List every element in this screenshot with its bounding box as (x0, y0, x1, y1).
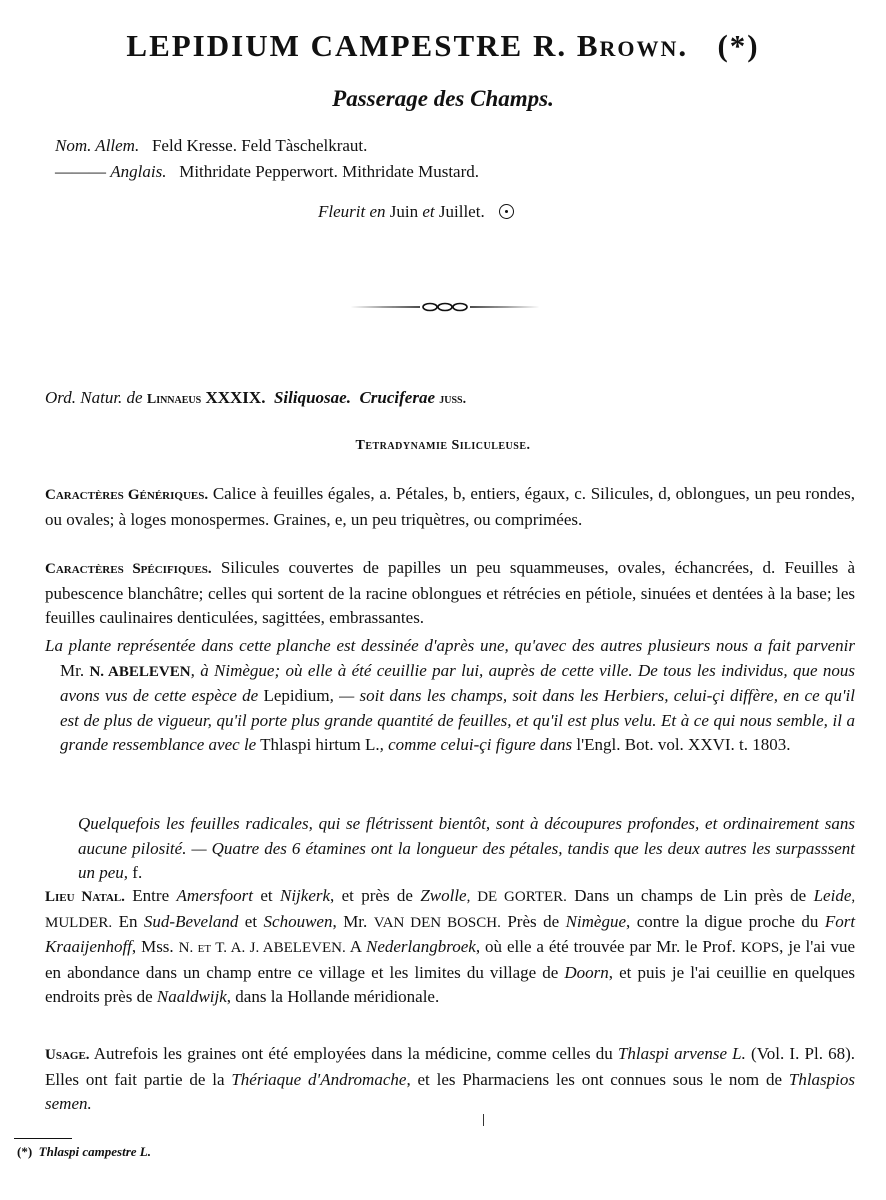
ornamental-divider (350, 300, 540, 319)
english-names: Mithridate Pepperwort. Mithridate Mustard. (179, 162, 480, 181)
habitat-mss: , Mss. (131, 937, 174, 956)
place-nimegue: Nimègue (565, 911, 627, 931)
habitat-paragraph (45, 884, 855, 1010)
collector-van-den-bosch: VAN DEN BOSCH. (373, 914, 501, 931)
plate-note-reference: l'Engl. Bot. vol. XXVI. t. 1803. (576, 735, 791, 754)
footnote-text: Thlaspi campestre L. (38, 1144, 151, 1159)
habitat-text-6: , je l'ai vue en abondance dans un champ entre ce village et les limites du village de (45, 937, 856, 982)
usage-text-3: , et les Pharmaciens les ont connues sous le nom de (406, 1069, 783, 1089)
place-fort-kraaijenhoff: Fort Kraaijenhoff (45, 911, 856, 956)
usage-theriac: Thériaque d'Andromache (231, 1069, 407, 1089)
radical-leaves-text: Quelquefois les feuilles radicales, qui se flétrissent bientôt, sont à découpures profondes, et ordinairement sans aucune pilosité. — Quatre des 6 étamines ont la longueur des pétales, tandis que les deux autres les surpasssent un peu, (78, 814, 855, 882)
flowering-month-2: Juillet. (438, 202, 485, 221)
usage-species: Thlaspi arvense L. (617, 1044, 746, 1063)
generic-characters-text: Calice à feuilles égales, a. Pétales, b, entiers, égaux, c. Silicules, d, oblongues, un peu rondes, ou ovales; à loges monospermes. Graines, e, un peu triquètres, ou comprimées. (45, 484, 856, 529)
divider-ornament-icon (350, 300, 540, 314)
habitat-text-8: , dans la Hollande méridionale. (226, 987, 440, 1006)
collector-de-gorter: , DE GORTER. (466, 889, 567, 905)
habitat-et-1: et (260, 886, 273, 905)
usage-paragraph (45, 1042, 855, 1117)
common-names-english (55, 162, 479, 182)
habitat-et-2: et (244, 911, 258, 931)
title-genus-species: LEPIDIUM CAMPESTRE R. (126, 28, 568, 63)
flowering-period (318, 202, 514, 222)
usage-text-2: (Vol. I. Pl. 68). Elles ont fait partie de la (45, 1044, 856, 1089)
habitat-text-1: Entre (132, 886, 170, 905)
german-names: Feld Kresse. Feld Tàschelkraut. (151, 136, 368, 155)
title-footnote-mark: (*) (717, 28, 760, 63)
plate-note-text-b: , à Nimègue; où elle à été ceuillie par lui, auprès de cette ville. De tous les individus, que nous avons vus de cette espèce de (60, 660, 856, 705)
linnaean-class: Tetradynamie Siliculeuse. (355, 438, 531, 453)
habitat-label: Lieu Natal. (45, 889, 125, 905)
plate-note-genus: Lepidium (263, 686, 330, 705)
usage-label: Usage. (45, 1047, 90, 1063)
natural-order-line (45, 388, 466, 408)
habitat-text-2: , et près de (330, 886, 413, 905)
habitat-pres: Près de (507, 911, 560, 931)
flowering-month-1: Juin (389, 202, 419, 221)
habitat-text-4: , contre la digue proche du (626, 911, 819, 931)
collector-abeleven: N. et T. A. J. ABELEVEN. (178, 940, 346, 956)
specific-characters (45, 556, 855, 631)
place-zwolle: Zwolle (420, 886, 467, 905)
generic-characters (45, 482, 855, 532)
place-leide: Leide (813, 886, 852, 905)
footnote (17, 1144, 151, 1160)
margin-mark (483, 1114, 484, 1126)
specific-characters-text: Silicules couvertes de papilles un peu squammeuses, ovales, échancrées, d. Feuilles à pubescence blanchâtre; celles qui sortent de la racine oblongues et rétrécies en pétiole, sinuées et dentées à la base; les feuilles caulinaires denticulées, sagittées, embrassantes. (45, 558, 855, 627)
generic-characters-label: Caractères Génériques. (45, 487, 209, 503)
collector-mulder: , MULDER. (45, 889, 856, 931)
habitat-a: A (349, 937, 362, 956)
german-label: Nom. Allem. (55, 136, 140, 155)
plate-note-species: Thlaspi hirtum L. (260, 735, 380, 754)
place-sud-beveland: Sud-Beveland (143, 911, 239, 931)
usage-thlaspios: Thlaspios semen. (45, 1069, 855, 1113)
flowering-label: Fleurit en (318, 202, 386, 221)
title-author: Brown. (576, 28, 689, 63)
usage-text-1: Autrefois les graines ont été employées dans la médicine, comme celles du (93, 1044, 613, 1063)
ditto-dash: ——— (55, 162, 106, 181)
habitat-text-3: Dans un champs de Lin près de (574, 886, 807, 905)
common-names-german (55, 136, 367, 156)
place-nijkerk: Nijkerk (279, 886, 331, 905)
place-nederlangbroek: Nederlangbroek (366, 937, 476, 956)
page-title (0, 28, 886, 64)
plate-note-mr: Mr. (60, 660, 85, 680)
order-siliquosae: Siliquosae. (273, 388, 351, 407)
plate-note-text-d: , comme celui-çi figure dans (379, 735, 573, 754)
habitat-text-5: , où elle a été trouvée par Mr. le Prof. (475, 937, 736, 956)
plate-note-text-c: , — soit dans les champs, soit dans les Herbiers, celui-çi diffère, en ce qu'il est de plus de vigueur, qu'il porte plus grande quantité de feuilles, et qu'il est plus velu. Et à ce qui nous semble, il a grande ressemblance avec le (60, 686, 856, 754)
order-juss: juss. (439, 392, 467, 407)
order-cruciferae: Cruciferae (359, 388, 435, 407)
plate-note (45, 634, 855, 758)
annual-plant-icon (499, 204, 514, 219)
footnote-rule (14, 1138, 72, 1139)
order-number: XXXIX. (205, 388, 266, 407)
place-doorn: Doorn (564, 962, 609, 982)
place-schouwen: Schouwen (263, 911, 333, 931)
place-amersfoort: Amersfoort (176, 886, 253, 905)
specific-characters-label: Caractères Spécifiques. (45, 561, 212, 577)
radical-leaves-note (78, 812, 855, 886)
collector-kops: KOPS (740, 940, 780, 956)
flowering-and: et (422, 202, 435, 221)
plate-note-text-a: La plante représentée dans cette planche est dessinée d'après une, qu'avec des autres plusieurs nous a fait parvenir (45, 636, 855, 655)
plate-note-collector: N. ABELEVEN (89, 663, 191, 680)
place-naaldwijk: Naaldwijk (156, 987, 227, 1006)
english-label: Anglais. (110, 162, 167, 181)
radical-leaves-figure-ref: f. (132, 863, 143, 882)
habitat-text-7: , et puis je l'ai ceuillie en quelques endroits près de (45, 962, 855, 1006)
order-label: Ord. Natur. de (45, 388, 143, 407)
habitat-mr: , Mr. (332, 911, 368, 931)
habitat-en: En (118, 911, 138, 931)
footnote-mark: (*) (17, 1144, 33, 1159)
order-linnaeus: Linnaeus (146, 392, 202, 407)
page-subtitle: Passerage des Champs. (332, 86, 554, 111)
